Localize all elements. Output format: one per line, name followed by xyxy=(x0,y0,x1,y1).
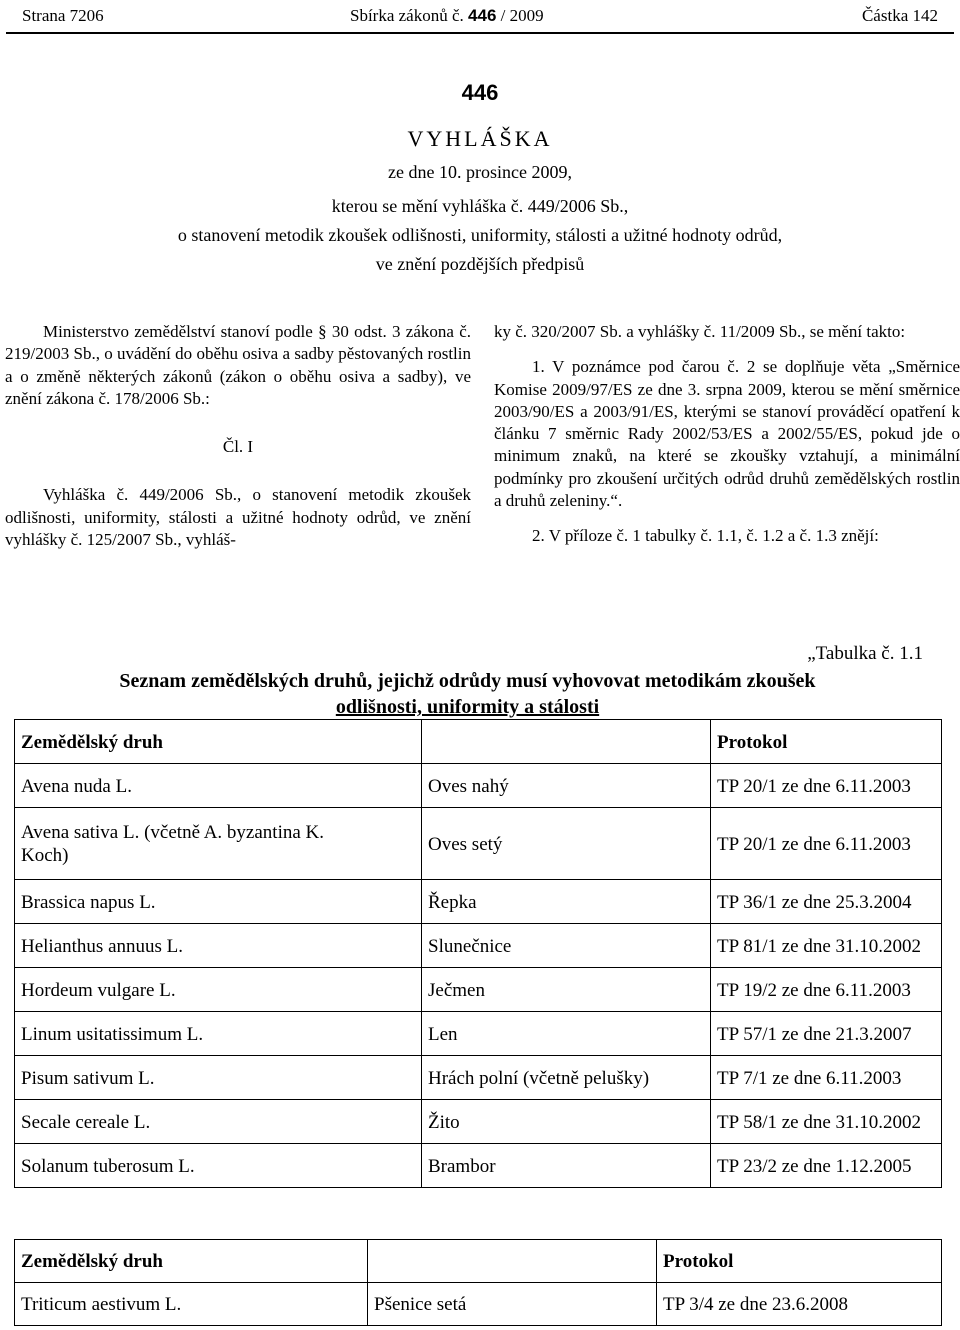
article-heading: Čl. I xyxy=(222,437,254,457)
amendment-point-2: 2. V příloze č. 1 tabulky č. 1.1, č. 1.2 a č. 1.3 znějí: xyxy=(532,526,879,546)
species-cell: Brassica napus L. xyxy=(15,880,422,924)
right-column xyxy=(494,321,960,548)
collection-title xyxy=(350,6,544,26)
spacer xyxy=(494,512,960,525)
collection-issue-number: 446 xyxy=(468,6,497,25)
protocol-cell: TP 58/1 ze dne 31.10.2002 xyxy=(711,1100,942,1144)
table-row xyxy=(15,1012,942,1056)
protocol-cell: TP 81/1 ze dne 31.10.2002 xyxy=(711,924,942,968)
header-rule xyxy=(6,32,954,34)
table-row xyxy=(15,968,942,1012)
regulation-type: VYHLÁŠKA xyxy=(407,126,553,151)
table-row xyxy=(15,1283,942,1326)
species-cell: Secale cereale L. xyxy=(15,1100,422,1144)
left-column xyxy=(5,321,471,551)
article-paragraph: Vyhláška č. 449/2006 Sb., o stanovení metodik zkoušek odlišnosti, uniformity, stálosti a užitné hodnoty odrůd, ve znění vyhlášky č. 125/2007 Sb., vyhláš- xyxy=(5,485,471,550)
common-name-cell: Pšenice setá xyxy=(368,1283,657,1326)
common-name-cell: Oves setý xyxy=(422,808,711,880)
species-cell: Triticum aestivum L. xyxy=(15,1283,368,1326)
protocol-cell: TP 7/1 ze dne 6.11.2003 xyxy=(711,1056,942,1100)
species-cell: Solanum tuberosum L. xyxy=(15,1144,422,1188)
species-cell: Avena nuda L. xyxy=(15,764,422,808)
intro-paragraph: Ministerstvo zemědělství stanoví podle § 30 odst. 3 zákona č. 219/2003 Sb., o uvádění do oběhu osiva a sadby pěstovaných rostlin a o změně některých zákonů (zákon o oběhu osiva a sadby), ve znění zákona č. 178/2006 Sb.: xyxy=(5,322,471,408)
header-species: Zemědělský druh xyxy=(15,720,422,764)
common-name-cell: Hrách polní (včetně pelušky) xyxy=(422,1056,711,1100)
regulation-number: 446 xyxy=(461,80,499,105)
spacer xyxy=(494,343,960,356)
table-header-row xyxy=(15,1240,942,1283)
protocol-cell: TP 23/2 ze dne 1.12.2005 xyxy=(711,1144,942,1188)
common-name-cell: Slunečnice xyxy=(422,924,711,968)
table-title-line-1: Seznam zemědělských druhů, jejichž odrůdy musí vyhovovat metodikám zkoušek xyxy=(119,670,816,692)
table-row xyxy=(15,808,942,880)
protocol-cell: TP 36/1 ze dne 25.3.2004 xyxy=(711,880,942,924)
regulation-title-line-2: o stanovení metodik zkoušek odlišnosti, uniformity, stálosti a užitné hodnoty odrůd, xyxy=(177,225,783,245)
common-name-cell: Žito xyxy=(422,1100,711,1144)
collection-year: / 2009 xyxy=(496,6,544,25)
crop-species-table-continued xyxy=(14,1239,942,1326)
page-header xyxy=(0,0,960,34)
table-row xyxy=(15,1056,942,1100)
crop-species-table xyxy=(14,719,942,1188)
table-row xyxy=(15,764,942,808)
table-title-line-2: odlišnosti, uniformity a stálosti xyxy=(335,696,600,718)
species-cell: Helianthus annuus L. xyxy=(15,924,422,968)
regulation-title-line-3: ve znění pozdějších předpisů xyxy=(375,254,585,274)
common-name-cell: Oves nahý xyxy=(422,764,711,808)
protocol-cell: TP 57/1 ze dne 21.3.2007 xyxy=(711,1012,942,1056)
table-row xyxy=(15,1144,942,1188)
header-species: Zemědělský druh xyxy=(15,1240,368,1283)
species-cell: Pisum sativum L. xyxy=(15,1056,422,1100)
table-title xyxy=(0,668,935,720)
part-number: Částka 142 xyxy=(861,6,938,25)
protocol-cell: TP 19/2 ze dne 6.11.2003 xyxy=(711,968,942,1012)
table-label: „Tabulka č. 1.1 xyxy=(807,643,923,664)
regulation-date: ze dne 10. prosince 2009, xyxy=(388,162,572,182)
collection-name: Sbírka zákonů č. xyxy=(350,6,469,25)
header-protocol: Protokol xyxy=(657,1240,942,1283)
species-cell: Avena sativa L. (včetně A. byzantina K. Koch) xyxy=(15,808,422,880)
protocol-cell: TP 20/1 ze dne 6.11.2003 xyxy=(711,808,942,880)
protocol-cell: TP 3/4 ze dne 23.6.2008 xyxy=(657,1283,942,1326)
table-row xyxy=(15,1100,942,1144)
species-cell: Linum usitatissimum L. xyxy=(15,1012,422,1056)
common-name-cell: Brambor xyxy=(422,1144,711,1188)
common-name-cell: Ječmen xyxy=(422,968,711,1012)
common-name-cell: Len xyxy=(422,1012,711,1056)
article-paragraph-continued: ky č. 320/2007 Sb. a vyhlášky č. 11/2009 Sb., se mění takto: xyxy=(494,322,906,341)
page-number: Strana 7206 xyxy=(22,6,104,25)
protocol-cell: TP 20/1 ze dne 6.11.2003 xyxy=(711,764,942,808)
table-header-row xyxy=(15,720,942,764)
species-cell: Hordeum vulgare L. xyxy=(15,968,422,1012)
header-common-name xyxy=(368,1240,657,1283)
table-row xyxy=(15,924,942,968)
common-name-cell: Řepka xyxy=(422,880,711,924)
header-common-name xyxy=(422,720,711,764)
amendment-point-1: 1. V poznámce pod čarou č. 2 se doplňuje věta „Směrnice Komise 2009/97/ES ze dne 3. srpna 2009, kterou se mění směrnice 2003/90/ES a 2003/91/ES, kterými se stanoví prováděcí opatření k článku 7 směrnic Rady 2002/53/ES a 2002/55/ES, pokud jde o minimum znaků, na které se zkoušky vztahují, a minimální podmínky pro zkoušení určitých odrůd druhů zemědělských rostlin a druhů zeleniny.“. xyxy=(494,357,960,511)
regulation-title-line-1: kterou se mění vyhláška č. 449/2006 Sb., xyxy=(331,196,629,216)
table-row xyxy=(15,880,942,924)
header-protocol: Protokol xyxy=(711,720,942,764)
